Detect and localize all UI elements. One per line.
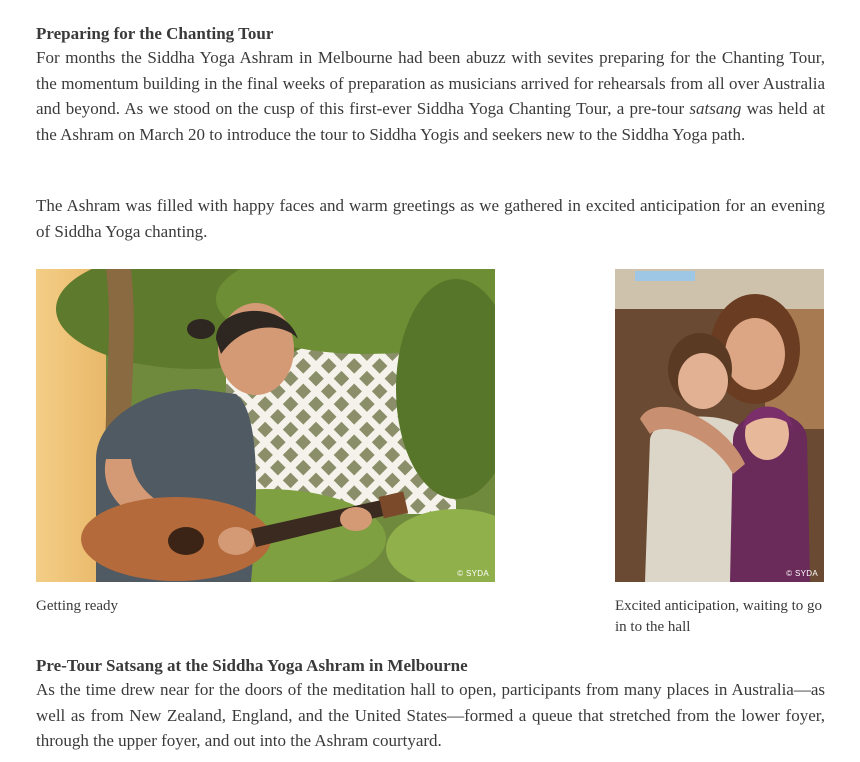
intro-paragraph <box>36 45 825 147</box>
caption-right: Excited anticipation, waiting to go in to the hall <box>615 598 823 635</box>
family-illustration <box>615 269 824 582</box>
guitarist-illustration <box>36 269 495 582</box>
section-heading-satsang: Pre-Tour Satsang at the Siddha Yoga Ashram in Melbourne <box>36 656 468 675</box>
section-heading-preparing: Preparing for the Chanting Tour <box>36 24 274 43</box>
anticipation-paragraph: The Ashram was filled with happy faces and warm greetings as we gathered in excited anticipation for an evening of Siddha Yoga chanting. <box>36 196 825 241</box>
photo-credit-left: © SYDA <box>457 569 489 578</box>
intro-text-part1: For months the Siddha Yoga Ashram in Melbourne had been abuzz with sevites preparing for the Chanting Tour, the momentum building in the final weeks of preparation as musicians arrived for rehearsals from all over Australia and beyond. As we stood on the cusp of this first-ever Siddha Yoga Chanting Tour, a pre-tour <box>36 48 825 118</box>
satsang-italic: satsang <box>689 99 742 118</box>
photo-credit-right: © SYDA <box>786 569 818 578</box>
family-photo <box>615 269 824 582</box>
intro-text-part2: was held at the Ashram on March 20 to introduce the tour to Siddha Yogis and seekers new to the Siddha Yoga path. <box>36 99 825 144</box>
caption-left: Getting ready <box>36 598 119 614</box>
guitarist-photo <box>36 269 495 582</box>
queue-paragraph: As the time drew near for the doors of the meditation hall to open, participants from many places in Australia—as well as from New Zealand, England, and the United States—formed a queue that stretched from the lower foyer, through the upper foyer, and out into the Ashram courtyard. <box>36 680 825 750</box>
